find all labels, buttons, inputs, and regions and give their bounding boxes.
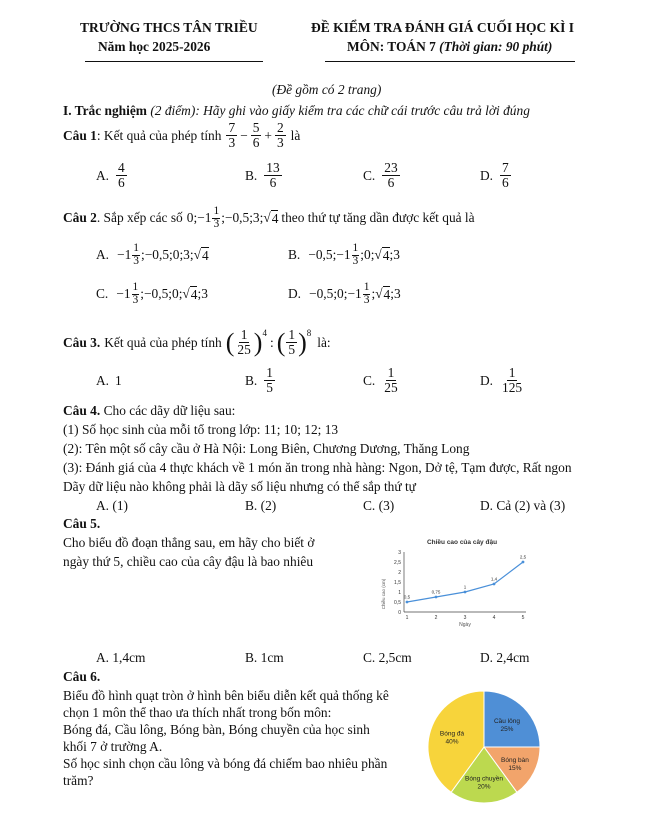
- data-point: [464, 591, 467, 594]
- data-point: [493, 583, 496, 586]
- question-1: Câu 1 : Kết quả của phép tính $\frac{7}{3}$ − $\frac{5}{6}$ + $\frac{2}{3}$ là: [63, 120, 301, 151]
- x-tick-label: 3: [463, 615, 467, 621]
- q4-label: Câu 4.: [63, 403, 101, 418]
- q1-label: Câu 1: [63, 127, 97, 143]
- data-point: [522, 561, 525, 564]
- y-tick-label: 0: [398, 609, 401, 616]
- q3-suffix: là:: [317, 334, 331, 350]
- exam-time: (Thời gian: 90 phút): [439, 39, 553, 54]
- school-year: Năm học 2025-2026: [98, 39, 211, 54]
- q1-option-a[interactable]: A. $\frac{4}{6}$: [96, 160, 125, 191]
- q6-line-5: Số học sinh chọn cầu lông và bóng đá chiếm bao nhiêu phần: [63, 756, 388, 771]
- q1-option-d[interactable]: D. $\frac{7}{6}$: [480, 160, 509, 191]
- series-line: [407, 562, 523, 602]
- q2-option-a[interactable]: A. −1 1 3 ;−0,5;0;3;√ 4: [96, 242, 209, 267]
- q3-label: Câu 3.: [63, 334, 101, 350]
- section-1-instruction: : Hãy ghi vào giấy kiểm tra các chữ cái trước câu trả lời đúng: [195, 103, 530, 118]
- q6-line-6: trăm?: [63, 773, 94, 788]
- data-point: [406, 601, 409, 604]
- q5-label: Câu 5.: [63, 516, 101, 531]
- q1-frac-1: $\frac{7}{3}$: [228, 120, 236, 151]
- chart-ylabel: Chiều cao (cm): [381, 578, 386, 610]
- q5-option-b[interactable]: B. 1cm: [245, 650, 284, 665]
- school-name: TRƯỜNG THCS TÂN TRIỀU: [80, 20, 258, 35]
- y-tick-label: 2: [398, 569, 401, 576]
- q3-option-c[interactable]: C. $\frac{1}{25}$: [363, 365, 398, 396]
- exam-title: ĐỀ KIỂM TRA ĐÁNH GIÁ CUỐI HỌC KÌ I: [311, 20, 575, 35]
- q4-line-3: (3): Đánh giá của 4 thực khách về 1 món ăn trong nhà hàng: Ngon, Dở tệ, Tạm được, Rất ngon: [63, 460, 572, 475]
- q5-option-c[interactable]: C. 2,5cm: [363, 650, 412, 665]
- x-tick-label: 5: [521, 615, 525, 621]
- q4-text: Cho các dãy dữ liệu sau:: [103, 403, 236, 418]
- q2-option-b[interactable]: B. −0,5;−1 1 3 ;0;√ 4 ;3: [288, 242, 400, 267]
- q1-frac-2: $\frac{5}{6}$: [252, 120, 260, 151]
- pie-chart: [418, 686, 550, 808]
- q5-option-a[interactable]: A. 1,4cm: [96, 650, 146, 665]
- data-label: 1: [463, 584, 467, 590]
- x-tick-label: 2: [434, 615, 438, 621]
- question-4: [63, 403, 235, 419]
- q5-line-2: ngày thứ 5, chiều cao của cây đậu là bao nhiêu: [63, 554, 314, 569]
- pie-category-label: Bóng bàn: [501, 756, 529, 764]
- y-tick-label: 1,5: [394, 579, 401, 586]
- q3-option-d[interactable]: D. $\frac{1}{125}$: [480, 365, 523, 396]
- q6-line-2: chọn 1 môn thể thao ưa thích nhất trong bốn môn:: [63, 705, 332, 720]
- pie-percent-label: 25%: [500, 726, 514, 734]
- chart-xlabel: Ngày: [459, 622, 471, 628]
- q2-numbers: 0;−1 1 3 ;−0,5;3;√ 4: [186, 205, 279, 230]
- q4-option-b[interactable]: B. (2): [245, 498, 277, 513]
- data-label: 1,4: [490, 576, 498, 582]
- question-3: [63, 328, 331, 357]
- q5-line-1: Cho biểu đồ đoạn thẳng sau, em hãy cho biết ở: [63, 535, 315, 550]
- pie-percent-label: 20%: [477, 783, 491, 791]
- q4-line-2: (2): Tên một số cây cầu ở Hà Nội: Long Biên, Chương Dương, Thăng Long: [63, 441, 470, 456]
- q6-label: Câu 6.: [63, 669, 101, 684]
- pie-category-label: Bóng đá: [439, 730, 465, 738]
- q3-text: Kết quả của phép tính: [104, 334, 222, 350]
- data-label: 2,5: [519, 554, 527, 560]
- data-label: 0,5: [403, 594, 411, 600]
- section-1-heading: [63, 103, 530, 119]
- q3-option-b[interactable]: B. $\frac{1}{5}$: [245, 365, 273, 396]
- q2-suffix: theo thứ tự tăng dần được kết quả là: [281, 210, 475, 225]
- pages-note: (Đề gồm có 2 trang): [272, 82, 382, 97]
- q1-option-b[interactable]: B. $\frac{13}{6}$: [245, 160, 280, 191]
- section-1-points: (2 điểm): [150, 103, 196, 118]
- q1-frac-3: $\frac{2}{3}$: [276, 120, 284, 151]
- q2-text: . Sắp xếp các số: [96, 210, 183, 225]
- pie-category-label: Bóng chuyền: [465, 775, 503, 783]
- q6-line-1: Biểu đồ hình quạt tròn ở hình bên biểu diễn kết quả thống kê: [63, 688, 389, 703]
- data-point: [435, 596, 438, 599]
- q6-line-3: Bóng đá, Cầu lông, Bóng bàn, Bóng chuyền của học sinh: [63, 722, 370, 737]
- q4-option-a[interactable]: A. (1): [96, 498, 128, 513]
- y-tick-label: 3: [398, 549, 401, 556]
- q4-line-4: Dãy dữ liệu nào không phải là dãy số liệu nhưng có thể sắp thứ tự: [63, 479, 416, 494]
- q1-text: : Kết quả của phép tính: [96, 127, 222, 143]
- y-tick-label: 0,5: [394, 599, 401, 606]
- q6-line-4: khối 7 ở trường A.: [63, 739, 163, 754]
- y-tick-label: 1: [398, 589, 401, 596]
- pie-category-label: Cầu lông: [493, 718, 520, 726]
- q2-option-c[interactable]: C. −1 1 3 ;−0,5;0;√ 4 ;3: [96, 281, 208, 306]
- q1-suffix: là: [290, 127, 301, 143]
- exam-subject: MÔN: TOÁN 7: [347, 39, 436, 54]
- pie-percent-label: 15%: [508, 764, 522, 772]
- header-underline-left: [85, 61, 263, 62]
- x-tick-label: 4: [492, 615, 496, 621]
- question-2: [63, 206, 475, 230]
- q3-expression: ( $\frac{1}{25}$ ) $^4$ : ( $\frac{1}{5}$ ) $^8$: [225, 327, 312, 358]
- q3-option-a[interactable]: A. 1: [96, 373, 122, 388]
- header-underline-right: [325, 61, 575, 62]
- chart-title: Chiều cao của cây đậu: [426, 539, 498, 546]
- data-label: 0,75: [431, 589, 441, 595]
- q5-option-d[interactable]: D. 2,4cm: [480, 650, 530, 665]
- q2-label: Câu 2: [63, 210, 97, 225]
- q4-option-c[interactable]: C. (3): [363, 498, 395, 513]
- section-1-title: I. Trắc nghiệm: [63, 103, 147, 118]
- q1-option-c[interactable]: C. $\frac{23}{6}$: [363, 160, 398, 191]
- exam-subject-line: [347, 39, 552, 55]
- y-tick-label: 2,5: [394, 559, 401, 566]
- line-chart: [378, 534, 534, 630]
- q4-line-1: (1) Số học sinh của mỗi tổ trong lớp: 11; 10; 12; 13: [63, 422, 339, 437]
- x-tick-label: 1: [405, 615, 409, 621]
- q4-option-d[interactable]: D. Cả (2) và (3): [480, 498, 566, 513]
- pie-percent-label: 40%: [445, 738, 459, 746]
- q2-option-d[interactable]: D. −0,5;0;−1 1 3 ;√ 4 ;3: [288, 281, 401, 306]
